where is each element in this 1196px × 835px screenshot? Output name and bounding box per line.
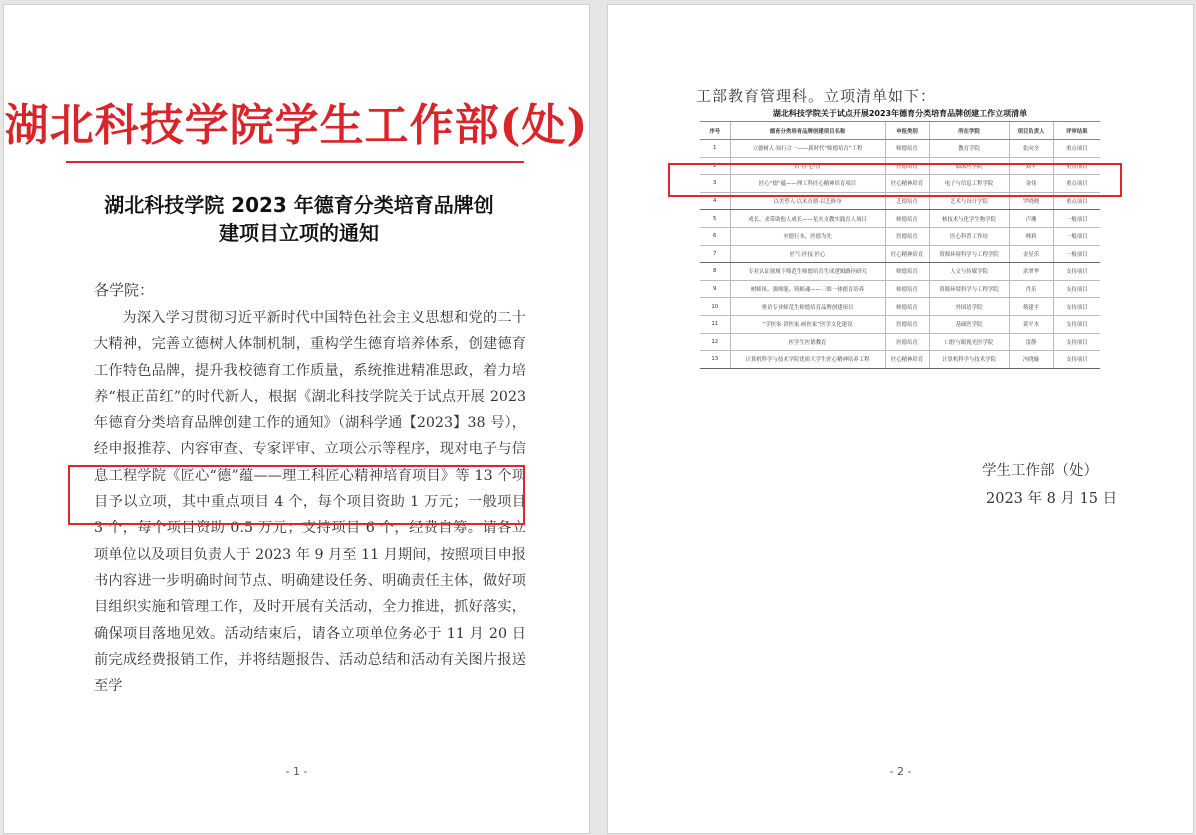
table-cell: 匠心精神培育 — [885, 351, 929, 369]
table-cell: 重点项目 — [1053, 175, 1100, 193]
highlight-box-row-3 — [668, 163, 1122, 197]
table-row — [700, 298, 1100, 316]
table-row — [700, 280, 1100, 298]
table-cell: 支持项目 — [1053, 315, 1100, 333]
table-cell: 重点项目 — [1053, 192, 1100, 210]
table-cell: 一般项目 — [1053, 227, 1100, 245]
table-cell: 支持项目 — [1053, 263, 1100, 281]
masthead-title: 湖北科技学院学生工作部(处) — [4, 100, 589, 151]
table-cell: 医德培育 — [885, 227, 929, 245]
table-cell: 3 — [700, 175, 730, 193]
notice-body: 为深入学习贯彻习近平新时代中国特色社会主义思想和党的二十大精神，完善立德树人体制机制，重构学生德育培养体系，创建德育工作特色品牌，提升我校德育工作质量，系统推进精准思政，着力培养“根正苗红”的时代新人，根据《湖北科技学院关于试点开展 2023 年德育分类培育品牌创建工作的通知》（湖科学通【2023】38 号），经申报推荐、内容审查、专家评审、立项公示等程序，现对电子与信息工程学院《匠心“德”蕴——理工科匠心精神培育项目》等 13 个项目予以立项，其中重点项目 4 个，每个项目资助 1 万元；一般项目 3 个，每个项目资助 0.5 万元；支持项目 6 个，经费自筹。请各立项单位以及项目负责人于 2023 年 9 月至 11 月期间，按照项目申报书内容进一步明确时间节点、明确建设任务、明确责任主体，做好项目组织实施和管理工作，及时开展有关活动，全力推进，抓好落实，确保项目落地见效。活动结束后，请各立项单位务必于 11 月 20 日前完成经费报销工作，并将结题报告、活动总结和活动有关图片报送至学 — [94, 310, 526, 695]
table-cell: 刘平 — [1009, 157, 1053, 175]
table-cell: 黄平水 — [1009, 315, 1053, 333]
table-cell: 一般项目 — [1053, 245, 1100, 263]
table-row — [700, 245, 1100, 263]
notice-title-line-2: 建项目立项的通知 — [219, 221, 379, 245]
table-cell: 12 — [700, 333, 730, 351]
table-row — [700, 140, 1100, 158]
project-list-table — [700, 121, 1100, 369]
header-cell: 德育分类培育品牌创建项目名称 — [730, 122, 885, 140]
table-cell: 支持项目 — [1053, 280, 1100, 298]
table-cell: 师德培育 — [885, 140, 929, 158]
table-caption: 湖北科技学院关于试点开展2023年德育分类培育品牌创建工作立项清单 — [772, 109, 1028, 118]
table-cell: 罗晓晓 — [1009, 192, 1053, 210]
table-cell: 教育学院 — [929, 140, 1009, 158]
table-cell: 成长、求带助他人成长——星火支教实践育人项目 — [730, 210, 885, 228]
table-cell: 5 — [700, 210, 730, 228]
table-cell: 林莉 — [1009, 227, 1053, 245]
table-cell: 支持项目 — [1053, 351, 1100, 369]
table-cell: 肖乐 — [1009, 280, 1053, 298]
table-cell: “学医家·讲医家·画医家”医学文化建设 — [730, 315, 885, 333]
table-cell: 匠心“德”蕴——理工科匠心精神培育项目 — [730, 175, 885, 193]
table-row — [700, 351, 1100, 369]
header-cell: 评审结果 — [1053, 122, 1100, 140]
table-cell: 专业认证视域下师范生师德培育生成逻辑路径研究 — [730, 263, 885, 281]
table-cell: 艺德培育 — [885, 192, 929, 210]
table-cell: 奥语专业师范生师德培育品牌创建项目 — [730, 298, 885, 316]
table-cell: 匠气·匠技·匠心 — [730, 245, 885, 263]
table-cell: 8 — [700, 263, 730, 281]
table-row — [700, 210, 1100, 228]
table-cell: 至德行本，医德为先 — [730, 227, 885, 245]
header-cell: 所在学院 — [929, 122, 1009, 140]
table-cell: 电子与信息工程学院 — [929, 175, 1009, 193]
table-cell: 6 — [700, 227, 730, 245]
table-cell: 医德培育 — [885, 333, 929, 351]
table-cell: 重点项目 — [1053, 140, 1100, 158]
table-cell: 7 — [700, 245, 730, 263]
table-cell: 师德培育 — [885, 280, 929, 298]
table-cell: 口腔与眼视光医学院 — [929, 333, 1009, 351]
table-cell: 卢珊 — [1009, 210, 1053, 228]
table-row — [700, 227, 1100, 245]
notice-title — [76, 191, 522, 247]
table-cell: 10 — [700, 298, 730, 316]
header-cell: 申报类别 — [885, 122, 929, 140]
table-header-row — [700, 122, 1100, 140]
document-page-1 — [3, 4, 590, 834]
table-cell: 匠心精神培育 — [885, 245, 929, 263]
table-cell: 张向全 — [1009, 140, 1053, 158]
table-cell: 基础医学院 — [929, 315, 1009, 333]
signature-date: 2023 年 8 月 15 日 — [986, 491, 1118, 507]
table-cell: 以美塑人·以术育德·以艺修身 — [730, 192, 885, 210]
page-number: - 1 - — [285, 765, 308, 778]
table-cell: 13 — [700, 351, 730, 369]
table-cell: 立德树人·知行合一——新时代“师德培育”工程 — [730, 140, 885, 158]
table-row — [700, 263, 1100, 281]
notice-title-line-1: 湖北科技学院 2023 年德育分类培育品牌创 — [104, 193, 494, 217]
header-cell: 序号 — [700, 122, 730, 140]
table-cell: 医德培育 — [885, 157, 929, 175]
table-cell: 2 — [700, 157, 730, 175]
table-cell: 医学生医德教育 — [730, 333, 885, 351]
table-cell: 11 — [700, 315, 730, 333]
table-cell: 1 — [700, 140, 730, 158]
table-cell: 4 — [700, 192, 730, 210]
table-cell: 资源环境科学与工程学院 — [929, 280, 1009, 298]
table-cell: 艺术与设计学院 — [929, 192, 1009, 210]
table-cell: 核技术与化学生物学院 — [929, 210, 1009, 228]
table-cell: 冯晓璇 — [1009, 351, 1053, 369]
table-cell: 雷静 — [1009, 333, 1053, 351]
table-cell: 外国语学院 — [929, 298, 1009, 316]
table-cell: 医心科普工作坊 — [929, 227, 1009, 245]
table-cell: 支持项目 — [1053, 298, 1100, 316]
table-cell: 计算机科学与技术学院优质大学生匠心精神培养工程 — [730, 351, 885, 369]
table-cell: 匠心精神培育 — [885, 175, 929, 193]
table-cell: 金星乐 — [1009, 245, 1053, 263]
table-row — [700, 333, 1100, 351]
table-cell: 师德培育 — [885, 210, 929, 228]
highlight-box-body — [68, 465, 525, 525]
masthead-divider — [66, 161, 524, 163]
signature-department: 学生工作部（处） — [982, 463, 1098, 479]
table-cell: 临床医学院 — [929, 157, 1009, 175]
page-number: - 2 - — [889, 765, 912, 778]
document-page-2 — [607, 4, 1194, 834]
page2-lead-text: 工部教育管理科。立项清单如下： — [696, 87, 937, 105]
table-cell: 资源环境科学与工程学院 — [929, 245, 1009, 263]
table-cell: 岩·育·心·育 — [730, 157, 885, 175]
table-cell: 一般项目 — [1053, 210, 1100, 228]
table-cell: 树师风、强师能、铸师魂——三维一体德育培养 — [730, 280, 885, 298]
table-row — [700, 315, 1100, 333]
table-cell: 9 — [700, 280, 730, 298]
table-cell: 师德培育 — [885, 298, 929, 316]
table-cell: 计算机科学与技术学院 — [929, 351, 1009, 369]
table-cell: 师德培育 — [885, 263, 929, 281]
table-cell: 金伟 — [1009, 175, 1053, 193]
greeting: 各学院： — [94, 281, 155, 299]
table-cell: 医德培育 — [885, 315, 929, 333]
table-cell: 重点项目 — [1053, 157, 1100, 175]
table-cell: 蔡建平 — [1009, 298, 1053, 316]
table-cell: 余翠华 — [1009, 263, 1053, 281]
table-cell: 人文与传媒学院 — [929, 263, 1009, 281]
header-cell: 项目负责人 — [1009, 122, 1053, 140]
table-cell: 支持项目 — [1053, 333, 1100, 351]
